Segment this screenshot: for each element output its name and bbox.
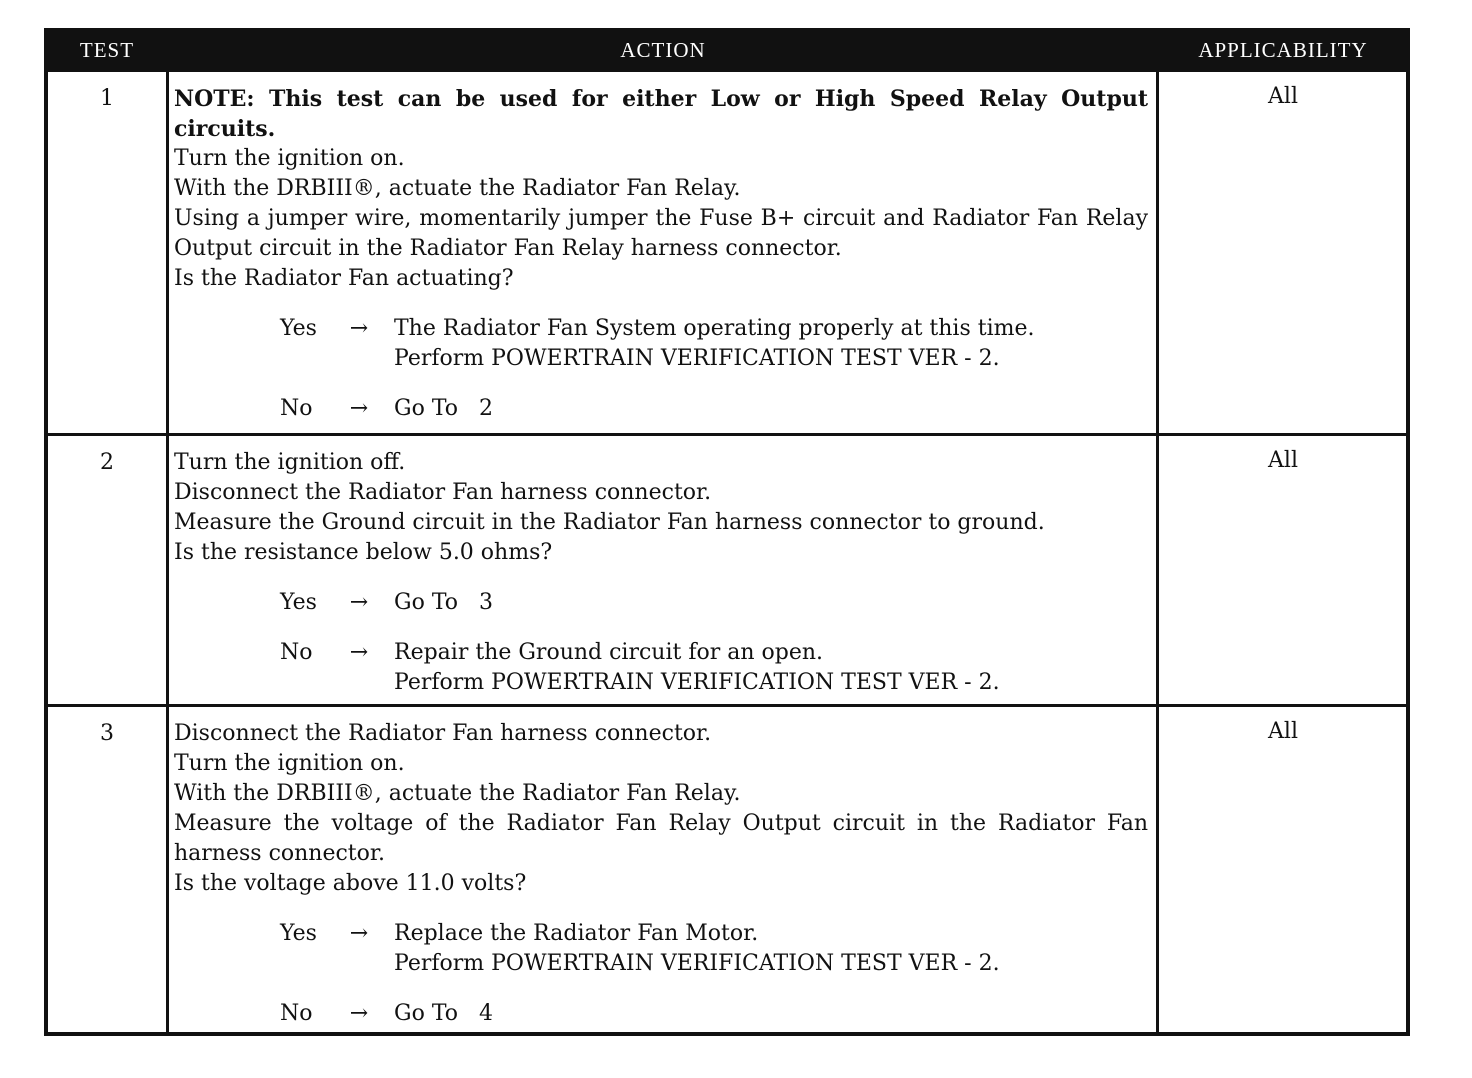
test-row-3 xyxy=(48,707,1406,1032)
header-action: ACTION xyxy=(620,38,706,62)
step-text: Using a jumper wire, momentarily jumper the Fuse B+ circuit and Radiator Fan Relay Output circuit in the Radiator Fan Relay harness connector. xyxy=(174,206,1148,261)
no-result xyxy=(174,638,1148,698)
yes-label: Yes xyxy=(280,921,317,946)
arrow-icon: → xyxy=(349,316,369,341)
header-test: TEST xyxy=(79,38,135,62)
goto-text: Go To 2 xyxy=(394,396,493,421)
test-row-2 xyxy=(48,436,1406,704)
action-cell xyxy=(174,719,1148,1029)
question-text: Is the Radiator Fan actuating? xyxy=(174,266,514,291)
no-result xyxy=(174,999,1148,1029)
arrow-icon: → xyxy=(349,640,369,665)
step-text: With the DRBIII®, actuate the Radiator Fan Relay. xyxy=(174,781,741,806)
step-text: Turn the ignition on. xyxy=(174,751,405,776)
applicability-value: All xyxy=(1268,719,1298,744)
yes-result xyxy=(174,314,1148,374)
no-label: No xyxy=(280,640,313,665)
question-text: Is the resistance below 5.0 ohms? xyxy=(174,540,553,565)
result-text: Replace the Radiator Fan Motor. xyxy=(394,921,759,946)
result-text: Perform POWERTRAIN VERIFICATION TEST VER - 2. xyxy=(394,670,1000,695)
step-text: Disconnect the Radiator Fan harness connector. xyxy=(174,721,712,746)
action-cell xyxy=(174,448,1148,698)
result-text: Repair the Ground circuit for an open. xyxy=(394,640,824,665)
no-label: No xyxy=(280,396,313,421)
yes-label: Yes xyxy=(280,590,317,615)
applicability-value: All xyxy=(1268,84,1298,109)
header-applicability: APPLICABILITY xyxy=(1198,38,1368,62)
applicability-value: All xyxy=(1268,448,1298,473)
step-text: With the DRBIII®, actuate the Radiator Fan Relay. xyxy=(174,176,741,201)
arrow-icon: → xyxy=(349,590,369,615)
yes-result xyxy=(174,588,1148,618)
result-text: The Radiator Fan System operating properly at this time. xyxy=(394,316,1035,341)
arrow-icon: → xyxy=(349,921,369,946)
test-number: 1 xyxy=(100,86,114,111)
diagnostic-test-table xyxy=(44,28,1410,1036)
step-text: Turn the ignition off. xyxy=(174,450,406,475)
result-text: Perform POWERTRAIN VERIFICATION TEST VER - 2. xyxy=(394,951,1000,976)
test-number: 2 xyxy=(100,450,114,475)
note-text: NOTE: This test can be used for either Low or High Speed Relay Output circuits. xyxy=(174,86,1148,142)
test-row-1 xyxy=(48,72,1406,433)
table-header xyxy=(48,32,1406,72)
step-text: Disconnect the Radiator Fan harness connector. xyxy=(174,480,712,505)
question-text: Is the voltage above 11.0 volts? xyxy=(174,871,527,896)
arrow-icon: → xyxy=(349,396,369,421)
action-cell xyxy=(174,84,1148,424)
step-text: Turn the ignition on. xyxy=(174,146,405,171)
step-text: Measure the Ground circuit in the Radiator Fan harness connector to ground. xyxy=(174,510,1045,535)
yes-result xyxy=(174,919,1148,979)
test-number: 3 xyxy=(100,721,114,746)
yes-label: Yes xyxy=(280,316,317,341)
result-text: Perform POWERTRAIN VERIFICATION TEST VER - 2. xyxy=(394,346,1000,371)
no-label: No xyxy=(280,1001,313,1026)
arrow-icon: → xyxy=(349,1001,369,1026)
no-result xyxy=(174,394,1148,424)
step-text: Measure the voltage of the Radiator Fan Relay Output circuit in the Radiator Fan harness connector. xyxy=(174,811,1148,866)
goto-text: Go To 4 xyxy=(394,1001,493,1026)
goto-text: Go To 3 xyxy=(394,590,493,615)
